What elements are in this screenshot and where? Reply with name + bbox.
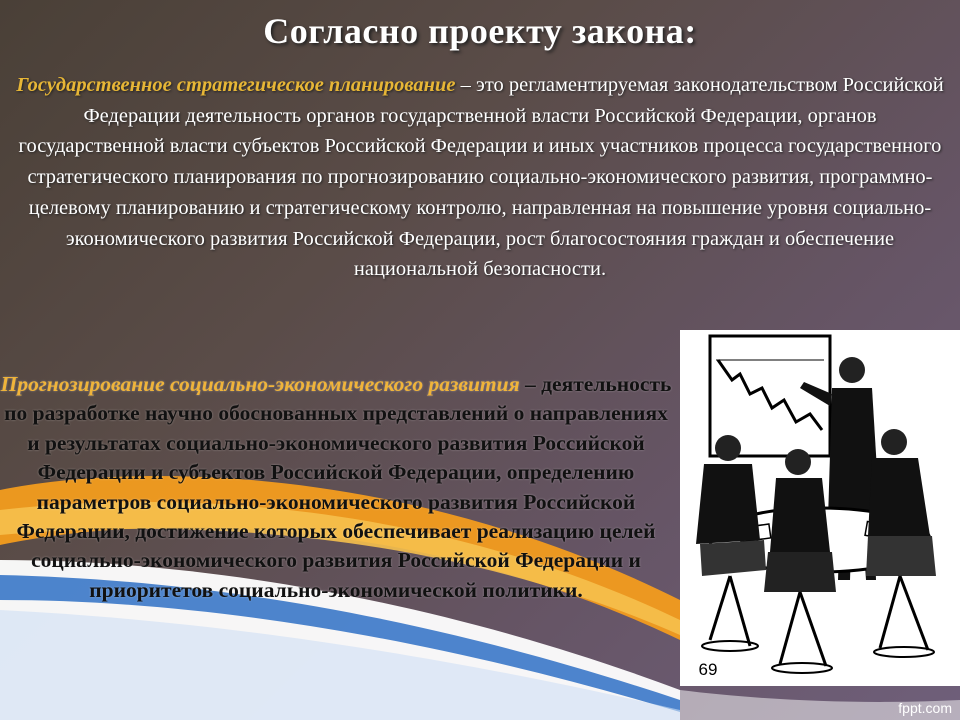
meeting-drawing-icon: [680, 330, 960, 686]
brand-watermark: fppt.com: [898, 700, 952, 716]
page-number: 69: [698, 660, 718, 679]
term-forecasting: Прогнозирование социально-экономического развития: [0, 372, 520, 396]
definition-forecasting-text: – деятельность по разработке научно обоснованных представлений о направлениях и результатах социально-экономического развития Российской Федерации и субъектов Российской Федерации, определению параметров социально-экономического развития Российской Федерации, достижение которых обеспечивает реализацию целей социально-экономического развития Российской Федерации и приоритетов социально-экономической политики.: [4, 372, 672, 602]
term-strategic-planning: Государственное стратегическое планирование: [16, 74, 456, 96]
definition-forecasting: [0, 370, 672, 605]
slide-title: Согласно проекту закона:: [263, 11, 697, 51]
business-meeting-illustration: [680, 330, 960, 686]
definition-planning-text: – это регламентируемая законодательством Российской Федерации деятельность органов государственной власти Российской Федерации, органов государственной власти субъектов Российской Федерации и иных участников процесса государственного стратегического планирования по прогнозированию социально-экономического развития, программно-целевому планированию и стратегическому контролю, направленная на повышение уровня социально-экономического развития Российской Федерации, рост благосостояния граждан и обеспечение национальной безопасности.: [18, 74, 944, 281]
definition-planning: [12, 70, 948, 285]
